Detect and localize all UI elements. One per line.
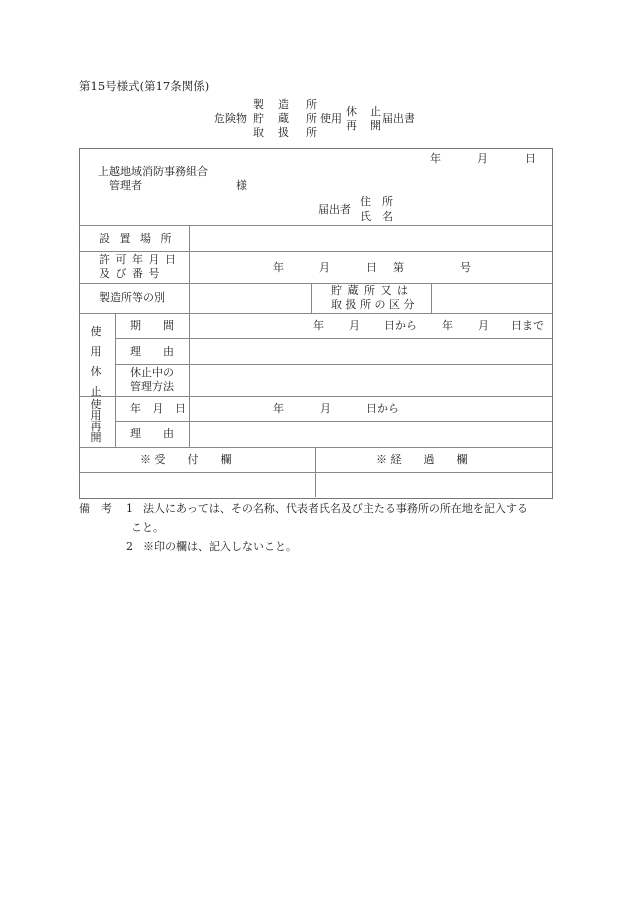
form-number: 第15号様式(第17条関係) <box>79 79 210 93</box>
title-char: 取 <box>253 126 264 139</box>
type-label: 製造所等の別 <box>99 291 165 304</box>
addressee-org: 上越地域消防事務組合 <box>98 165 208 178</box>
period-label: 期 間 <box>130 319 174 332</box>
title-suffix: 届出書 <box>382 112 415 125</box>
note-2-number: 2 <box>126 540 133 553</box>
title-prefix: 危険物 <box>214 112 247 125</box>
location-label: 設 置 場 所 <box>99 232 175 245</box>
permit-day: 日 <box>366 261 377 274</box>
date-day: 日 <box>525 152 536 165</box>
resume-reason-label: 理 由 <box>130 427 174 440</box>
permit-no-prefix: 第 <box>393 261 404 274</box>
title-char: 蔵 <box>278 112 289 125</box>
mgmt-label-1: 休止中の <box>130 366 174 379</box>
address-label: 住 所 <box>360 195 393 208</box>
date-month: 月 <box>477 152 488 165</box>
resume-month: 月 <box>320 402 331 415</box>
honorific: 様 <box>236 179 247 192</box>
notes-label: 備 考 <box>79 502 112 515</box>
note-1-number: 1 <box>126 502 133 515</box>
resume-day: 日から <box>366 402 399 415</box>
title-char: 貯 <box>253 112 264 125</box>
name-label: 氏 名 <box>360 210 393 223</box>
reason-field[interactable] <box>190 339 551 364</box>
title-char: 扱 <box>278 126 289 139</box>
period-from-month: 月 <box>349 319 360 332</box>
permit-year: 年 <box>273 261 284 274</box>
resume-date-label: 年 月 日 <box>130 402 190 415</box>
title-char: 再 <box>346 119 357 132</box>
progress-header: ※ 経 過 欄 <box>376 453 468 466</box>
title-char: 止 <box>370 105 381 118</box>
title-use: 使用 <box>320 112 342 125</box>
title-char: 製 <box>253 98 264 111</box>
permit-label-2: 及 び 番 号 <box>99 267 161 280</box>
category-label-1: 貯 蔵 所 又 は <box>331 284 409 297</box>
suspend-group-label: 使用休止 <box>90 325 102 398</box>
reception-cell <box>80 473 315 497</box>
category-label-2: 取 扱 所 の 区 分 <box>331 298 415 311</box>
note-2-text: ※印の欄は、記入しないこと。 <box>143 540 297 553</box>
note-1-continuation: こと。 <box>131 521 164 534</box>
resume-group-label: 使用再開 <box>90 398 102 444</box>
category-field[interactable] <box>432 284 551 313</box>
permit-label-1: 許 可 年 月 日 <box>99 253 177 266</box>
period-from-day: 日から <box>384 319 417 332</box>
title-char: 所 <box>306 126 317 139</box>
title-char: 所 <box>306 98 317 111</box>
period-to-year: 年 <box>442 319 453 332</box>
period-from-year: 年 <box>313 319 324 332</box>
applicant-label: 届出者 <box>318 203 351 216</box>
title-char: 所 <box>306 112 317 125</box>
reception-header: ※ 受 付 欄 <box>140 453 232 466</box>
mgmt-method-field[interactable] <box>190 365 551 396</box>
reason-label: 理 由 <box>130 345 174 358</box>
period-to-month: 月 <box>478 319 489 332</box>
type-field[interactable] <box>190 284 310 313</box>
permit-no-suffix: 号 <box>460 261 471 274</box>
title-char: 造 <box>278 98 289 111</box>
resume-reason-field[interactable] <box>190 422 551 447</box>
title-char: 開 <box>370 119 381 132</box>
addressee-title: 管理者 <box>109 179 142 192</box>
permit-month: 月 <box>319 261 330 274</box>
mgmt-label-2: 管理方法 <box>130 380 174 393</box>
progress-cell <box>316 473 551 497</box>
resume-year: 年 <box>273 402 284 415</box>
title-char: 休 <box>346 105 357 118</box>
note-1-text: 法人にあっては、その名称、代表者氏名及び主たる事務所の所在地を記入する <box>143 502 528 515</box>
date-year: 年 <box>430 152 441 165</box>
location-field[interactable] <box>190 226 551 251</box>
period-to-day: 日まで <box>511 319 544 332</box>
